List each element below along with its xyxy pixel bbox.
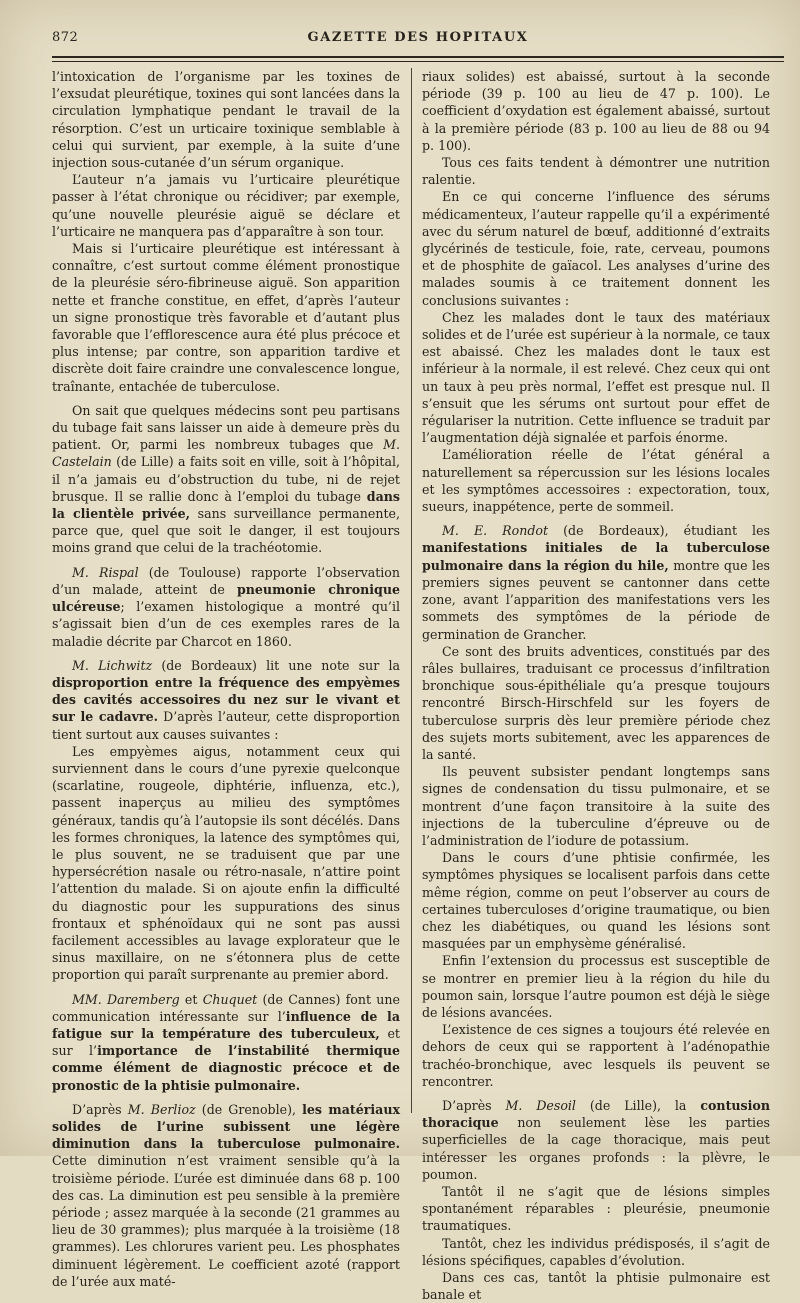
text-run: L’existence de ces signes a toujours été relevée en dehors de ceux qui se rapportent à l’adénopathie trachéo-bronchique, avec lesquels ils peuvent se rencontrer. (422, 1022, 770, 1089)
text-run: Tous ces faits tendent à démontrer une nutrition ralentie. (422, 155, 770, 188)
author-name: M. Desoil (505, 1097, 576, 1113)
header-rule-thin (52, 61, 784, 62)
emphasis-text: les matériaux solides de l’urine subissent une légère diminution dans la tuberculose pulmonaire. (52, 1101, 400, 1152)
text-run: l’intoxication de l’organisme par les toxines de l’exsudat pleurétique, toxines qui sont lancées dans la circulation lymphatique pendant le travail de la résorption. C’est un urticaire toxinique semblable à celui qui survient, par exemple, à la suite d’une injection sous-cutanée d’un sérum organique. (52, 69, 400, 171)
text-run: (de Grenoble), (195, 1101, 303, 1117)
text-run: Chez les malades dont le taux des matériaux solides et de l’urée est supérieur à la normale, ce taux est abaissé. Chez les malades dont le taux est inférieur à la normale, il est relevé. Chez ceux qui ont un taux à peu près normal, l’effet est presque nul. Il s’ensuit que les sérums ont surtout pour effet de régulariser la nutrition. Cette influence se traduit par l’augmentation déjà signalée et parfois énorme. (422, 309, 770, 446)
text-run: L’amélioration réelle de l’état général a naturellement sa répercussion sur les lésions locales et les symptômes accessoires : expectoration, toux, sueurs, inappétence, perte de sommeil. (422, 447, 770, 515)
page-header (52, 30, 784, 50)
text-run: montre que les premiers signes peuvent se cantonner dans cette zone, avant l’apparition des manifestations vers les sommets des symptômes de la période de germination de Grancher. (422, 557, 770, 642)
paragraph (422, 446, 770, 515)
paragraph (52, 402, 400, 557)
text-run: riaux solides) est abaissé, surtout à la seconde période (39 p. 100 au lieu de 47 p. 100). Le coefficient d’oxydation est également abaissé, surtout à la première période (83 p. 100 au lieu de 88 ou 94 p. 100). (422, 69, 770, 153)
paragraph (422, 309, 770, 447)
text-run: (de Lille), la (575, 1097, 701, 1113)
text-run: Dans le cours d’une phtisie confirmée, les symptômes physiques se localisent parfois dans cette même région, comme on peut l’observer au cours de certaines tuberculoses d’origine traumatique, ou bien chez les diabétiques, ou quand les lésions sont masquées par un emphysème généralisé. (422, 850, 770, 952)
paragraph (52, 1101, 400, 1290)
paragraph (422, 952, 770, 1021)
paragraph (52, 991, 400, 1094)
paragraph (422, 763, 770, 849)
text-run: En ce qui concerne l’influence des sérums médicamenteux, l’auteur rappelle qu’il a expérimenté avec du sérum naturel de bœuf, additionné d’extraits glycérinés de testicule, foie, rate, cerveau, poumons et de phosphite de gaïacol. Les analyses d’urine des malades soumis à ce traitement donnent les conclusions suivantes : (422, 189, 770, 308)
column-divider (411, 68, 412, 1113)
page-number: 872 (52, 30, 79, 45)
right-column (422, 68, 770, 1303)
text-run: (de Bordeaux) lit une note sur la (152, 657, 400, 673)
text-run: D’après l’auteur, cette disproportion tient surtout aux causes suivantes : (52, 709, 400, 742)
emphasis-text: influence de la fatigue sur la température des tuberculeux, (52, 1008, 400, 1041)
paragraph (422, 68, 770, 154)
author-name: M. Berlioz (127, 1101, 196, 1117)
paragraph (422, 1097, 770, 1183)
text-run: L’auteur n’a jamais vu l’urticaire pleurétique passer à l’état chronique ou récidiver; par exemple, qu’une nouvelle pleurésie aiguë se déclare et l’urticaire ne manquera pas d’apparaître à son tour. (52, 172, 400, 239)
text-run: et sur l’ (52, 1025, 400, 1059)
emphasis-text: importance de l’instabilité thermique comme élément de diagnostic précoce et de pronostic de la phtisie pulmonaire. (52, 1043, 400, 1093)
text-run: Les empyèmes aigus, notamment ceux qui surviennent dans le cours d’une pyrexie quelconque (scarlatine, rougeole, diphtérie, influenza, etc.), passent inaperçus au milieu des symptômes généraux, tandis qu’à l’autopsie ils sont décélés. Dans les formes chroniques, la latence des symptômes qui, le plus souvent, ne se traduisent que par une hypersécrétion nasale ou rétro-nasale, n’attire point l’attention du malade. Si on ajoute enfin la difficulté du diagnostic pour les suppurations des sinus frontaux et sphénoïdaux qui ne sont pas aussi facilement accessibles au lavage explorateur que le sinus maxillaire, on ne s’étonnera plus de cette proportion qui paraît surprenante au premier abord. (52, 743, 400, 983)
emphasis-text: manifestations initiales de la tuberculose pulmonaire dans la région du hile, (422, 540, 770, 573)
text-run: (de Lille) a faits soit en ville, soit à l’hôpital, il n’a jamais eu d’obstruction du tube, ni de rejet brusque. Il se rallie donc à l’emploi du tubage (52, 454, 400, 504)
text-run: Tantôt, chez les individus prédisposés, il s’agit de lésions spécifiques, capables d’évolution. (422, 1235, 770, 1268)
text-run: ; l’examen histologique a montré qu’il s’agissait bien d’un de ces exemples rares de la maladie décrite par Charcot en 1860. (52, 599, 400, 649)
paragraph (422, 1269, 770, 1303)
text-run: sans surveillance permanente, parce que, quel que soit le danger, il est toujours moins grand que celui de la trachéotomie. (52, 506, 400, 556)
header-rule-thick (52, 56, 784, 58)
text-run: D’après (72, 1101, 128, 1117)
author-name: Chuquet (202, 991, 258, 1007)
text-run: (de Toulouse) rapporte l’observation d’un malade, atteint de (52, 564, 400, 597)
text-run: Dans ces cas, tantôt la phtisie pulmonaire est banale et (422, 1270, 770, 1303)
paragraph (422, 643, 770, 763)
author-name: M. E. Rondot (442, 523, 549, 539)
text-run: Enfin l’extension du processus est susceptible de se montrer en premier lieu à la région du hile du poumon sain, lorsque l’autre poumon est déjà le siège de lésions avancées. (422, 953, 770, 1020)
paragraph (422, 1183, 770, 1235)
text-run: Tantôt il ne s’agit que de lésions simples spontanément réparables : pleurésie, pneumonie traumatiques. (422, 1184, 770, 1234)
text-run: Cette diminution n’est vraiment sensible qu’à la troisième période. L’urée est diminuée dans 68 p. 100 des cas. La diminution est peu sensible à la première période ; assez marquée à la seconde (21 grammes au lieu de 30 grammes); plus marquée à la troisième (18 grammes). Les chlorures varient peu. Les phosphates diminuent légèrement. Le coefficient azoté (rapport de l’urée aux maté- (52, 1153, 400, 1289)
text-run: On sait que quelques médecins sont peu partisans du tubage fait sans laisser un aide à demeure près du patient. Or, parmi les nombreux tubages que (52, 402, 400, 453)
paragraph (52, 171, 400, 240)
paragraph (422, 1021, 770, 1090)
paragraph (52, 657, 400, 743)
text-run: (de Cannes) font une communication intéressante sur l’ (52, 991, 400, 1024)
author-name: M. Rispal (72, 564, 139, 580)
paragraph (422, 188, 770, 308)
text-run: Mais si l’urticaire pleurétique est intéressant à connaître, c’est surtout comme élément pronostique de la pleurésie séro-fibrineuse aiguë. Son apparition nette et franche constitue, en effet, d’après l’auteur un signe pronostique très favorable et d’autant plus favorable que l’efflorescence aura été plus précoce et plus intense; par contre, son apparition tardive et discrète doit faire craindre une convalescence longue, traînante, entachée de tuberculose. (52, 241, 400, 394)
emphasis-text: disproportion entre la fréquence des empyèmes des cavités accessoires du nez sur le vivant et sur le cadavre. (52, 674, 400, 725)
text-run: et (179, 991, 203, 1007)
text-run: non seulement lèse les parties superficielles de la cage thoracique, mais peut intéresser les organes profonds : la plèvre, le poumon. (422, 1115, 770, 1182)
paragraph (422, 849, 770, 952)
author-name: M. Lichwitz (72, 657, 153, 673)
journal-title: GAZETTE DES HOPITAUX (307, 30, 529, 45)
text-run: Ce sont des bruits adventices, constitués par des râles bullaires, traduisant ce processus d’infiltration bronchique sous-épithéliale qu’a presque toujours rencontré Birsch-Hirschfeld sur les foyers de tuberculose surpris dès leur première période chez des sujets morts subitement, avec les apparences de la santé. (422, 643, 770, 762)
paragraph (52, 240, 400, 395)
paragraph (422, 1235, 770, 1269)
paragraph (422, 522, 770, 642)
paragraph (52, 743, 400, 984)
paragraph (52, 68, 400, 171)
emphasis-text: dans la clientèle privée, (52, 488, 400, 522)
paragraph (422, 154, 770, 188)
author-name: M. Castelain (52, 437, 400, 470)
emphasis-text: pneumonie chronique ulcéreuse (52, 581, 401, 615)
text-run: (de Bordeaux), étudiant les (548, 523, 770, 539)
paragraph (52, 564, 400, 650)
author-name: MM. Daremberg (72, 991, 180, 1007)
left-column (52, 68, 400, 1290)
text-run: D’après (442, 1097, 506, 1113)
emphasis-text: contusion thoracique (422, 1097, 770, 1131)
text-run: Ils peuvent subsister pendant longtemps sans signes de condensation du tissu pulmonaire, et se montrent d’une façon transitoire à la suite des injections de la tuberculine d’épreuve ou de l’administration de l’iodure de potassium. (422, 764, 770, 848)
